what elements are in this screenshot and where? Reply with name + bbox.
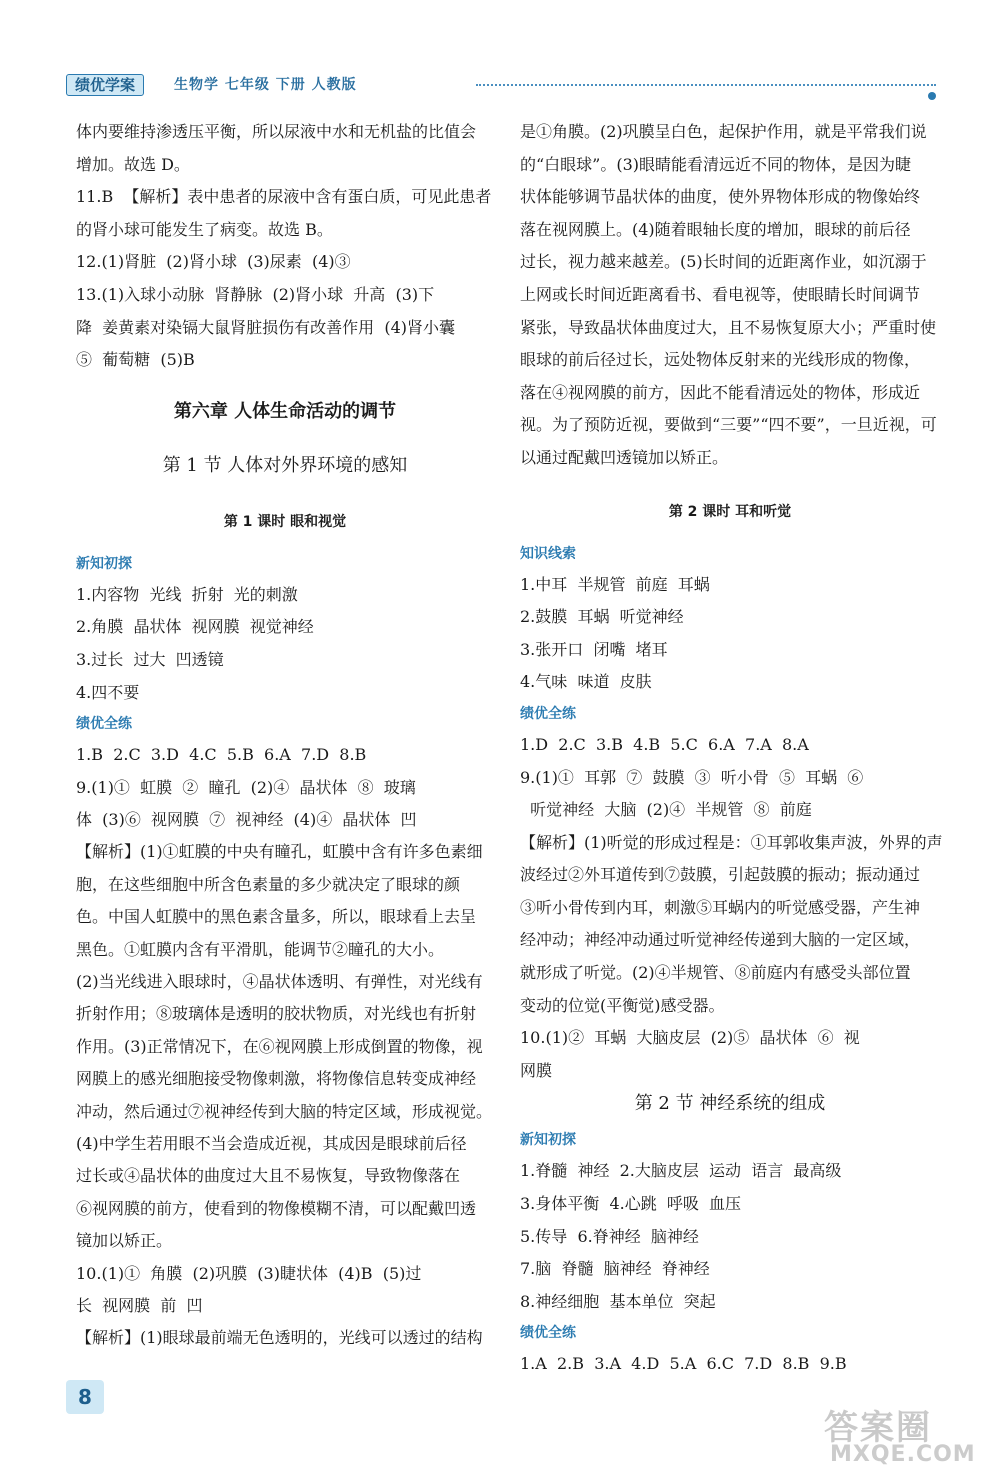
- right-column: [520, 116, 943, 1381]
- answer-line: 【解析】(1)①虹膜的中央有瞳孔，虹膜中含有许多色素细: [76, 842, 483, 862]
- answer-line: 镜加以矫正。: [76, 1231, 173, 1251]
- answer-line: 1.中耳 半规管 前庭 耳蜗: [520, 574, 710, 594]
- new-knowledge-block: [76, 579, 494, 709]
- answer-line: 3.过长 过大 凹透镜: [76, 649, 224, 669]
- text-line: 落在视网膜上。(4)随着眼轴长度的增加，眼球的前后径: [520, 219, 911, 239]
- lesson-title: 第 1 课时 眼和视觉: [223, 513, 347, 530]
- answer-line: 9.(1)① 耳郭 ⑦ 鼓膜 ③ 听小骨 ⑤ 耳蜗 ⑥: [520, 767, 864, 787]
- answer-line: 5.传导 6.脊神经 脑神经: [520, 1226, 699, 1246]
- section-title: 第 1 节 人体对外界环境的感知: [162, 454, 408, 476]
- left-top-block: [76, 116, 494, 377]
- answer-line: 网膜上的感光细胞接受物像刺激，将物像信息转变成神经: [76, 1069, 477, 1089]
- text-line: 12.(1)肾脏 (2)肾小球 (3)尿素 (4)③: [76, 252, 351, 272]
- text-line: 13.(1)入球小动脉 肾静脉 (2)肾小球 升高 (3)下: [76, 284, 435, 304]
- subject-title: 生物学 七年级 下册 人教版: [174, 77, 357, 93]
- text-line: 降 姜黄素对染镉大鼠肾脏损伤有改善作用 (4)肾小囊: [76, 317, 456, 337]
- text-line: 以通过配戴凹透镜加以矫正。: [520, 447, 729, 467]
- answer-line: 1.B 2.C 3.D 4.C 5.B 6.A 7.D 8.B: [76, 745, 367, 765]
- right-top-block: [520, 116, 940, 475]
- answer-line: 冲动，然后通过⑦视神经传到大脑的特定区域，形成视觉。: [76, 1101, 493, 1121]
- answer-line: 10.(1)② 耳蜗 大脑皮层 (2)⑤ 晶状体 ⑥ 视: [520, 1028, 860, 1048]
- new-knowledge-block: [520, 1155, 940, 1318]
- answer-line: (2)当光线进入眼球时，④晶状体透明、有弹性，对光线有: [76, 971, 483, 991]
- answer-line: 1.内容物 光线 折射 光的刺激: [76, 584, 298, 604]
- answer-line: 经冲动；神经冲动通过听觉神经传递到大脑的一定区域，: [520, 930, 921, 950]
- answer-line: 8.神经细胞 基本单位 突起: [520, 1291, 716, 1311]
- answer-line: 听觉神经 大脑 (2)④ 半规管 ⑧ 前庭: [520, 800, 812, 820]
- answer-line: (4)中学生若用眼不当会造成近视，其成因是眼球前后径: [76, 1134, 467, 1153]
- left-column: [76, 116, 494, 1355]
- answer-line: 4.四不要: [76, 682, 140, 702]
- answer-line: 色。中国人虹膜中的黑色素含量多，所以，眼球看上去呈: [76, 907, 477, 927]
- chapter-title: 第六章 人体生命活动的调节: [173, 400, 397, 422]
- text-line: 落在④视网膜的前方，因此不能看清远处的物体，形成近: [520, 382, 921, 402]
- answer-line: 1.A 2.B 3.A 4.D 5.A 6.C 7.D 8.B 9.B: [520, 1354, 847, 1374]
- text-line: 视。为了预防近视，要做到“三要”“四不要”，一旦近视，可: [520, 415, 937, 435]
- answer-line: 黑色。①虹膜内含有平滑肌，能调节②瞳孔的大小。: [76, 939, 445, 959]
- watermark-logo: [824, 1400, 984, 1470]
- header-divider: [476, 84, 936, 86]
- brand-badge: 绩优学案: [66, 74, 144, 96]
- answer-line: 长 视网膜 前 凹: [76, 1296, 203, 1316]
- label-practice: 绩优全练: [76, 716, 132, 733]
- text-line: 增加。故选 D。: [76, 154, 190, 174]
- answer-line: 胞，在这些细胞中所含色素量的多少就决定了眼球的颜: [76, 874, 461, 894]
- text-line: 状体能够调节晶状体的曲度，使外界物体形成的物像始终: [520, 187, 921, 207]
- answer-line: 就形成了听觉。(2)④半规管、⑧前庭内有感受头部位置: [520, 963, 911, 983]
- answer-line: ③听小骨传到内耳，刺激⑤耳蜗内的听觉感受器，产生神: [520, 897, 921, 917]
- answer-line: 【解析】(1)眼球最前端无色透明的，光线可以透过的结构: [76, 1328, 483, 1348]
- answer-line: 2.鼓膜 耳蜗 听觉神经: [520, 607, 684, 627]
- text-line: ⑤ 葡萄糖 (5)B: [76, 350, 195, 370]
- answer-line: 过长或④晶状体的曲度过大且不易恢复，导致物像落在: [76, 1166, 461, 1186]
- practice-block: [520, 729, 943, 1088]
- answer-line: 体 (3)⑥ 视网膜 ⑦ 视神经 (4)④ 晶状体 凹: [76, 809, 417, 829]
- answer-line: 1.D 2.C 3.B 4.B 5.C 6.A 7.A 8.A: [520, 734, 809, 754]
- answer-line: 变动的位觉(平衡觉)感受器。: [520, 995, 725, 1015]
- text-line: 上网或长时间近距离看书、看电视等，使眼睛长时间调节: [520, 284, 921, 304]
- answer-line: 3.张开口 闭嘴 堵耳: [520, 639, 668, 659]
- answer-line: 1.脊髓 神经 2.大脑皮层 运动 语言 最高级: [520, 1161, 842, 1181]
- divider-dot: [928, 92, 936, 100]
- answer-line: 7.脑 脊髓 脑神经 脊神经: [520, 1259, 710, 1279]
- clues-block: [520, 569, 940, 699]
- answer-line: 2.角膜 晶状体 视网膜 视觉神经: [76, 617, 314, 637]
- answer-line: 波经过②外耳道传到⑦鼓膜，引起鼓膜的振动；振动通过: [520, 865, 921, 885]
- practice-block: [76, 739, 494, 1355]
- text-line: 11.B 【解析】表中患者的尿液中含有蛋白质，可见此患者: [76, 187, 492, 207]
- text-line: 是①角膜。(2)巩膜呈白色，起保护作用，就是平常我们说: [520, 122, 927, 141]
- answer-line: 3.身体平衡 4.心跳 呼吸 血压: [520, 1194, 742, 1214]
- label-knowledge-clues: 知识线索: [520, 545, 576, 562]
- watermark-text: 答案圈: [824, 1408, 932, 1448]
- watermark-url: MXQE.COM: [830, 1442, 976, 1467]
- label-practice: 绩优全练: [520, 1325, 576, 1342]
- answer-line: 网膜: [520, 1060, 553, 1080]
- answer-line: 4.气味 味道 皮肤: [520, 672, 652, 692]
- practice-block: [520, 1348, 940, 1381]
- text-line: 紧张，导致晶状体曲度过大，且不易恢复原大小；严重时使: [520, 317, 937, 337]
- lesson-title: 第 2 课时 耳和听觉: [668, 503, 792, 520]
- answer-line: 折射作用；⑧玻璃体是透明的胶状物质，对光线也有折射: [76, 1004, 477, 1024]
- answer-line: ⑥视网膜的前方，使看到的物像模糊不清，可以配戴凹透: [76, 1198, 477, 1218]
- answer-line: 9.(1)① 虹膜 ② 瞳孔 (2)④ 晶状体 ⑧ 玻璃: [76, 777, 416, 797]
- page-header: [66, 74, 946, 96]
- section-title: 第 2 节 神经系统的组成: [634, 1093, 826, 1115]
- text-line: 的肾小球可能发生了病变。故选 B。: [76, 219, 333, 239]
- answer-line: 作用。(3)正常情况下，在⑥视网膜上形成倒置的物像，视: [76, 1036, 483, 1056]
- answer-line: 【解析】(1)听觉的形成过程是：①耳郭收集声波，外界的声: [520, 832, 943, 852]
- text-line: 体内要维持渗透压平衡，所以尿液中水和无机盐的比值会: [76, 122, 477, 141]
- label-practice: 绩优全练: [520, 705, 576, 722]
- answer-line: 10.(1)① 角膜 (2)巩膜 (3)睫状体 (4)B (5)过: [76, 1263, 422, 1283]
- page-number: 8: [66, 1380, 104, 1414]
- label-new-knowledge: 新知初探: [520, 1132, 576, 1149]
- text-line: 过长，视力越来越差。(5)长时间的近距离作业，如沉溺于: [520, 252, 927, 272]
- text-line: 的“白眼球”。(3)眼睛能看清远近不同的物体，是因为睫: [520, 154, 912, 174]
- text-line: 眼球的前后径过长，远处物体反射来的光线形成的物像，: [520, 350, 921, 370]
- label-new-knowledge: 新知初探: [76, 555, 132, 572]
